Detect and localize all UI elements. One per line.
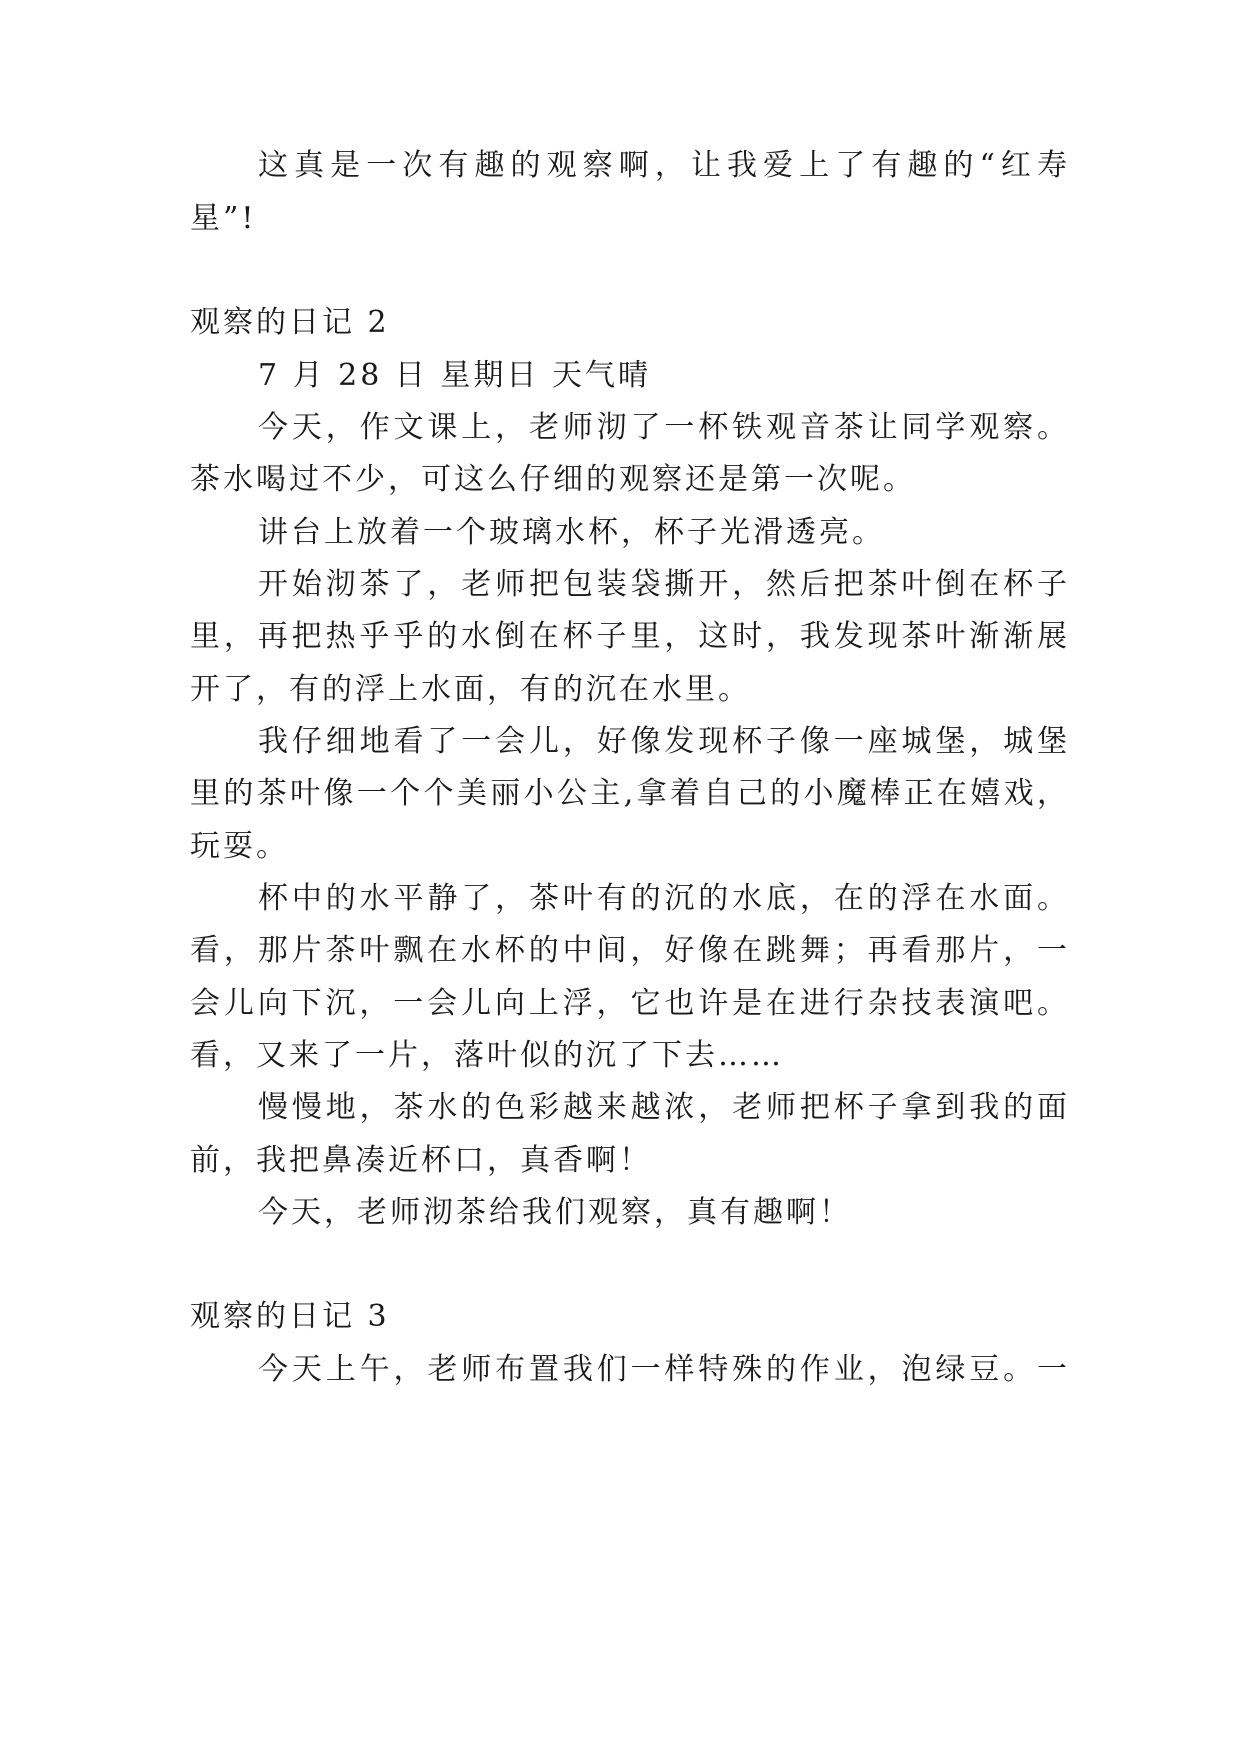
paragraph-line: 会儿向下沉，一会儿向上浮，它也许是在进行杂技表演吧。 [190,986,1070,1021]
paragraph-line: 玩耍。 [190,829,289,864]
paragraph-line: 看，又来了一片，落叶似的沉了下去…… [190,1038,784,1073]
paragraph-line: 看，那片茶叶飘在水杯的中间，好像在跳舞；再看那片，一 [190,933,1070,968]
paragraph-line: 讲台上放着一个玻璃水杯，杯子光滑透亮。 [258,515,885,550]
paragraph-line: 今天，作文课上，老师沏了一杯铁观音茶让同学观察。 [258,410,1070,445]
paragraph-line: 里的茶叶像一个个美丽小公主,拿着自己的小魔棒正在嬉戏， [190,776,1070,811]
diary-date-line: 7 月 28 日 星期日 天气晴 [258,358,651,393]
paragraph-line: 杯中的水平静了，茶叶有的沉的水底，在的浮在水面。 [258,881,1070,916]
paragraph-line: 开始沏茶了，老师把包装袋撕开，然后把茶叶倒在杯子 [258,567,1070,602]
section-heading: 观察的日记 3 [190,1299,390,1334]
paragraph-line: 开了，有的浮上水面，有的沉在水里。 [190,672,751,707]
paragraph-line: 今天，老师沏茶给我们观察，真有趣啊！ [258,1195,852,1230]
paragraph-line: 星”! [190,201,257,236]
section-heading: 观察的日记 2 [190,305,390,340]
paragraph-line: 前，我把鼻凑近杯口，真香啊！ [190,1143,652,1178]
paragraph-line: 今天上午，老师布置我们一样特殊的作业，泡绿豆。一 [258,1352,1070,1387]
paragraph-line: 我仔细地看了一会儿，好像发现杯子像一座城堡，城堡 [258,724,1070,759]
paragraph-line: 这真是一次有趣的观察啊，让我爱上了有趣的“红寿 [258,148,1070,183]
paragraph-line: 里，再把热乎乎的水倒在杯子里，这时，我发现茶叶渐渐展 [190,619,1070,654]
paragraph-line: 茶水喝过不少，可这么仔细的观察还是第一次呢。 [190,462,916,497]
paragraph-line: 慢慢地，茶水的色彩越来越浓，老师把杯子拿到我的面 [258,1090,1070,1125]
